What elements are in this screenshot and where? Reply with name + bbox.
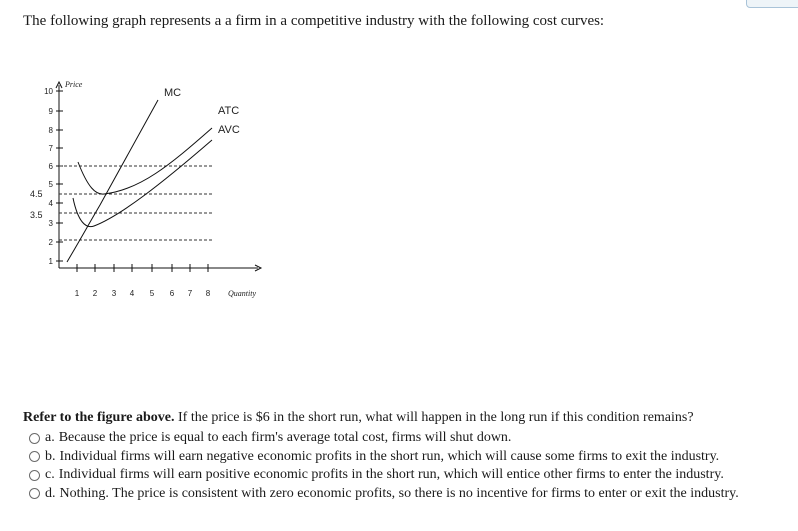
x-tick-labels — [75, 289, 211, 298]
y-tick-label: 2 — [48, 238, 53, 247]
avc-label: AVC — [218, 124, 240, 136]
question-body: If the price is $6 in the short run, what will happen in the long run if this condition remains? — [174, 410, 694, 425]
x-tick-label: 1 — [74, 289, 80, 298]
radio-c[interactable] — [29, 470, 40, 481]
question-text — [23, 410, 694, 426]
y-mark-label: 3.5 — [30, 210, 43, 220]
y-tick-label: 4 — [48, 199, 53, 208]
option-a-letter: a. — [45, 430, 55, 446]
x-tick-label: 6 — [169, 289, 175, 298]
radio-a[interactable] — [29, 433, 40, 444]
option-b-text: Individual firms will earn negative economic profits in the short run, which will cause some firms to exit the industry. — [59, 448, 720, 464]
y-axis-title: Price — [65, 80, 83, 89]
option-c-letter: c. — [45, 467, 55, 483]
option-d[interactable] — [29, 485, 739, 504]
x-tick-label: 5 — [149, 289, 155, 298]
y-mark-label: 4.5 — [30, 189, 43, 199]
option-a[interactable] — [29, 429, 739, 448]
y-tick-label: 5 — [48, 180, 53, 189]
atc-curve — [78, 128, 212, 194]
intro-text: The following graph represents a a firm in a competitive industry with the following cost curves: — [23, 13, 605, 29]
answer-options — [29, 429, 739, 503]
y-tick-label: 6 — [48, 162, 53, 171]
x-axis-title: Quantity — [228, 289, 256, 298]
y-tick-labels — [44, 87, 53, 266]
y-tick-label: 8 — [48, 126, 53, 135]
mc-label: MC — [164, 87, 182, 99]
option-c-text: Individual firms will earn positive economic profits in the short run, which will entice other firms to enter the industry. — [58, 467, 724, 483]
y-tick-label: 1 — [48, 257, 53, 266]
option-a-text: Because the price is equal to each firm's average total cost, firms will shut down. — [58, 430, 512, 446]
atc-label: ATC — [218, 105, 240, 117]
y-tick-label: 10 — [44, 87, 53, 96]
avc-curve — [73, 140, 212, 227]
option-d-text: Nothing. The price is consistent with zero economic profits, so there is no incentive for firms to enter or exit the industry. — [59, 485, 739, 501]
x-tick-label: 4 — [129, 289, 135, 298]
y-tick-label: 7 — [48, 144, 53, 153]
x-tick-label: 2 — [92, 289, 98, 298]
question-lead: Refer to the figure above. — [23, 410, 175, 425]
x-tick-label: 3 — [111, 289, 117, 298]
x-tick-label: 7 — [187, 289, 193, 298]
option-b[interactable] — [29, 448, 739, 467]
y-tick-label: 3 — [48, 219, 53, 228]
mc-curve — [67, 100, 158, 262]
x-tick-label: 8 — [205, 289, 211, 298]
radio-b[interactable] — [29, 451, 40, 462]
option-b-letter: b. — [45, 448, 56, 464]
option-c[interactable] — [29, 466, 739, 485]
option-d-letter: d. — [45, 485, 56, 501]
radio-d[interactable] — [29, 488, 40, 499]
y-tick-label: 9 — [48, 107, 53, 116]
